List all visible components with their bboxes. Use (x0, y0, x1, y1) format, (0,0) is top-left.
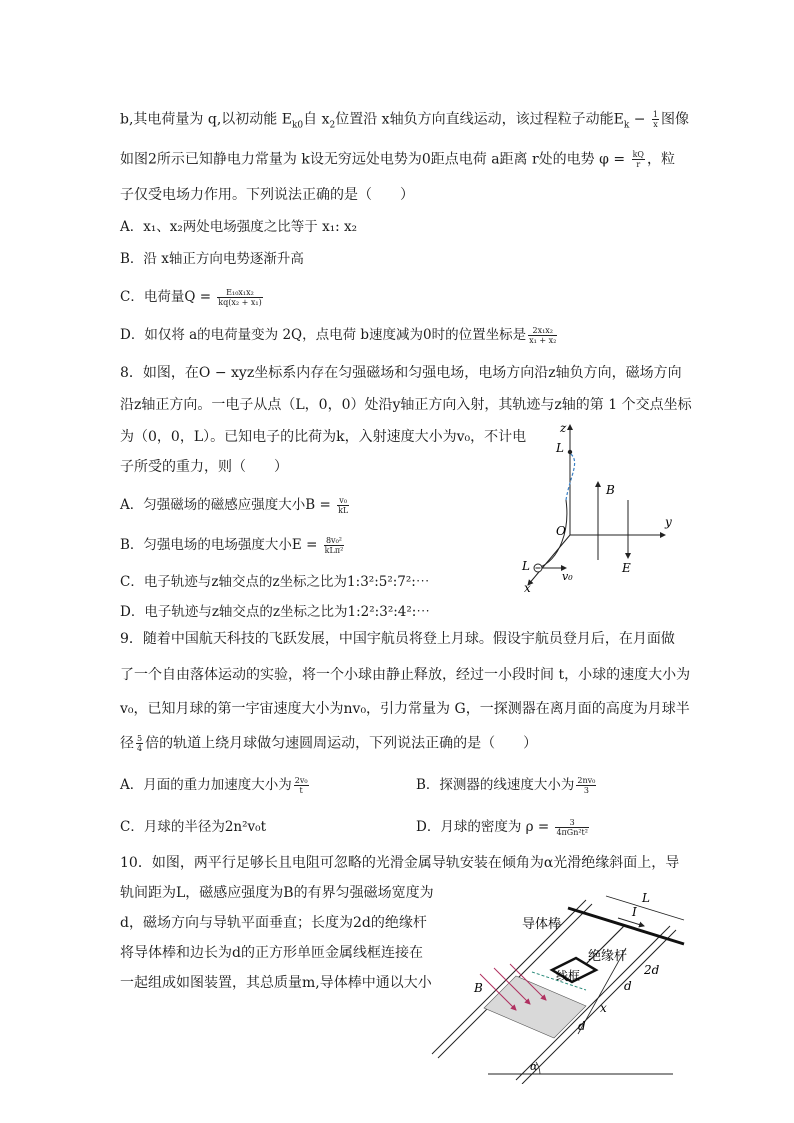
conductor-rod (568, 908, 684, 944)
label-v0: v₀ (562, 570, 573, 583)
label-i: I (632, 905, 637, 919)
label-l-bottom: L (522, 559, 530, 573)
q10-figure (428, 884, 696, 1084)
label-o: O (556, 524, 566, 538)
q10-stem-line-1: 10．如图，两平行足够长且电阻可忽略的光滑金属导轨安装在倾角为α光滑绝缘斜面上，导 (120, 855, 680, 871)
q10-stem-line-5: 一起组成如图装置，其总质量m,导体棒中通以大小 (120, 975, 432, 991)
label-d-bottom: d (578, 1019, 586, 1033)
q8-option-d: D．电子轨迹与z轴交点的z坐标之比为1:2²:3²:4²:⋯ (120, 604, 430, 620)
fraction: $\frac{\text{2v₀}}{t}$ (294, 776, 308, 795)
fraction: $\frac{1}{x}$ (652, 110, 659, 129)
q9-option-b: B．探测器的线速度大小为 $\frac{\text{2nv₀}}{3}$ (416, 776, 596, 795)
fraction: $\frac{\text{v₀}}{kL}$ (338, 496, 349, 515)
q10-stem-line-2: 轨间距为L，磁感应强度为B的有界匀强磁场宽度为 (120, 885, 434, 901)
q7-option-c: C．电荷量Q = $\frac{\text{E₁₀x₁x₂}}{\text{kq(x₂ + x₁)}}$ (120, 288, 262, 307)
q7-stem-line-2: 如图2所示已知静电力常量为 k设无穷远处电势为0距点电荷 a距离 r处的电势 φ = $\frac{kQ}{r}$ ，粒 (120, 150, 675, 169)
fraction: $\frac{\text{2x₁x₂}}{\text{x₁ + x₂}}$ (529, 326, 557, 345)
q7-stem-line-3: 子仅受电场力作用。下列说法正确的是（ ） (120, 187, 414, 203)
label-alpha: α (530, 1060, 538, 1073)
q9-option-a: A．月面的重力加速度大小为 $\frac{\text{2v₀}}{t}$ (120, 776, 308, 795)
label-frame: 线框 (556, 969, 581, 983)
q8-stem-line-1: 8．如图，在O − xyz坐标系内存在匀强磁场和匀强电场，电场方向沿z轴负方向，磁场方向 (120, 365, 682, 381)
q7-option-d: D．如仅将 a的电荷量变为 2Q，点电荷 b速度减为0时的位置坐标是 $\frac{\text{2x₁x₂}}{\text{x₁ + x₂}}$ (120, 326, 557, 345)
label-b: B (474, 981, 483, 995)
q9-stem-line-2: 了一个自由落体运动的实验，将一个小球由静止释放，经过一小段时间 t，小球的速度大小为 (120, 667, 691, 683)
q8-figure (510, 420, 690, 600)
q8-option-c: C．电子轨迹与z轴交点的z坐标之比为1:3²:5²:7²:⋯ (120, 574, 430, 590)
q7-option-a: A．x₁、x₂两处电场强度之比等于 x₁: x₂ (120, 219, 357, 235)
q9-stem-line-3: v₀，已知月球的第一宇宙速度大小为nv₀，引力常量为 G，一探测器在离月面的高度为月球半 (120, 701, 690, 717)
label-l: L (642, 891, 650, 905)
fraction: $\frac{\text{2nv₀}}{3}$ (577, 776, 596, 795)
q9-stem-line-1: 9．随着中国航天科技的飞跃发展，中国宇航员将登上月球。假设宇航员登月后，在月面做 (120, 631, 675, 647)
label-y: y (665, 515, 672, 529)
label-x: x (600, 1001, 607, 1015)
q7-stem-line-1: b,其电荷量为 q,以初动能 $E_{k0}$自 $x_2$位置沿 x轴负方向直线运动，该过程粒子动能$E_k$ − $\frac{1}{x}$ 图像 (120, 110, 690, 131)
q7-option-b: B．沿 x轴正方向电势逐渐升高 (120, 251, 304, 267)
label-x: x (524, 581, 531, 595)
fraction: $\frac{3}{\text{4πGn²t²}}$ (556, 818, 588, 837)
label-b: B (606, 483, 615, 497)
q9-stem-line-4: 径 $\frac{5}{4}$ 倍的轨道上绕月球做匀速圆周运动，下列说法正确的是（ ） (120, 734, 538, 753)
label-rod: 导体棒 (522, 917, 562, 932)
fraction: $\frac{\text{E₁₀x₁x₂}}{\text{kq(x₂ + x₁)}}$ (218, 288, 262, 307)
q8-option-b: B．匀强电场的电场强度大小E = $\frac{\text{8v₀²}}{\text{kLπ²}}$ (120, 536, 344, 555)
fraction: $\frac{\text{8v₀²}}{\text{kLπ²}}$ (324, 536, 344, 555)
q10-stem-line-4: 将导体棒和边长为d的正方形单匝金属线框连接在 (120, 945, 423, 961)
label-2d: 2d (644, 963, 660, 977)
fraction: $\frac{kQ}{r}$ (632, 150, 644, 169)
q10-stem-line-3: d，磁场方向与导轨平面垂直；长度为2d的绝缘杆 (120, 915, 427, 931)
label-insulating: 绝缘杆 (588, 949, 628, 964)
q8-stem-line-4: 子所受的重力，则（ ） (120, 459, 288, 475)
q9-option-d: D．月球的密度为 ρ = $\frac{3}{\text{4πGn²t²}}$ (416, 818, 588, 837)
q9-option-c: C．月球的半径为2n²v₀t (120, 819, 266, 835)
label-z: z (560, 421, 567, 435)
label-e: E (622, 561, 631, 575)
label-l-top: L (556, 441, 564, 455)
q8-stem-line-2: 沿z轴正方向。一电子从点（L，0，0）处沿y轴正方向入射，其轨迹与z轴的第 1 个交点坐标 (120, 397, 692, 413)
q8-option-a: A．匀强磁场的磁感应强度大小B = $\frac{\text{v₀}}{kL}$ (120, 496, 349, 515)
q8-stem-line-3: 为（0，0，L）。已知电子的比荷为k，入射速度大小为v₀，不计电 (120, 429, 527, 445)
fraction: $\frac{5}{4}$ (137, 734, 143, 753)
label-d: d (624, 979, 632, 993)
point-l-top (568, 450, 572, 454)
